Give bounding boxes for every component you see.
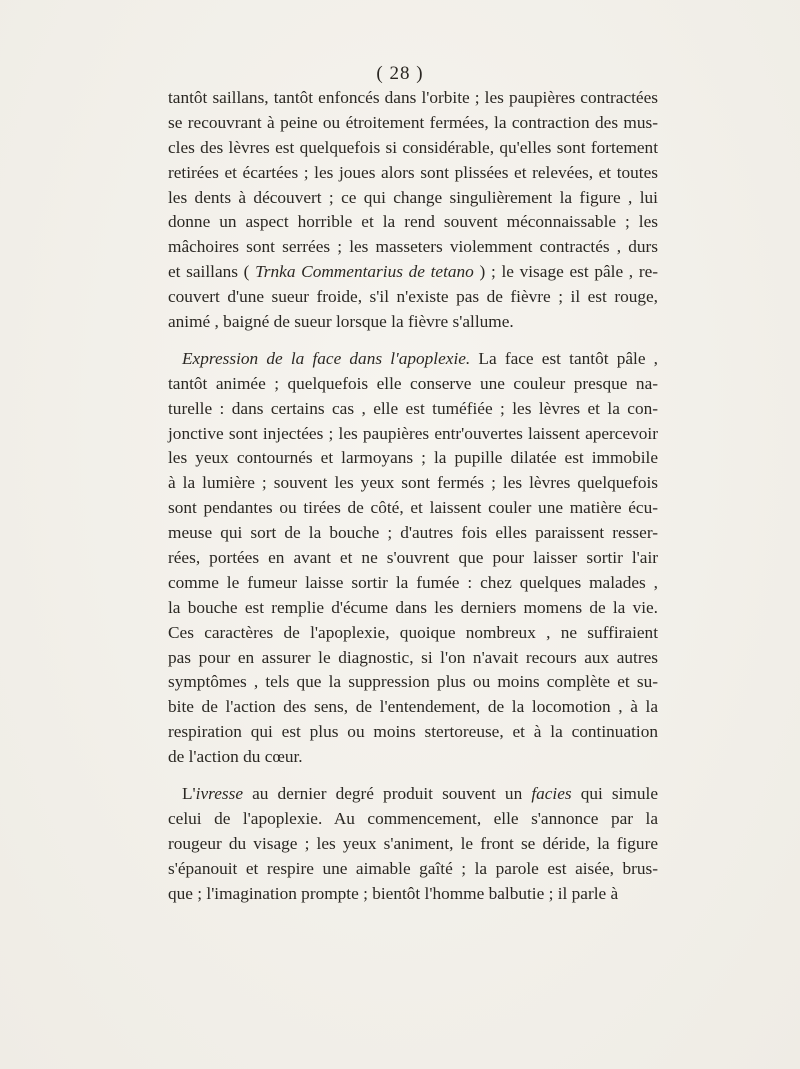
paragraph-gap [168,770,658,782]
text-line: cles des lèvres est quelquefois si considérable, qu'elles sont fortement [168,137,658,157]
text-line [168,782,658,807]
text-line: bite de l'action des sens, de l'entendement, de la locomotion , à la [168,697,658,717]
text-line: jonctive sont injectées ; les paupières entr'ouvertes laissent apercevoir [168,423,658,443]
text-line: symptômes , tels que la suppression plus ou moins complète et su- [168,672,658,692]
text-line: de l'action du cœur. [168,747,303,767]
text-line: tantôt animée ; quelquefois elle conserve une couleur presque na- [168,373,658,393]
text-line: s'épanouit et respire une aimable gaîté ; la parole est aisée, brus- [168,858,658,878]
text-line: donne un aspect horrible et la rend souvent méconnaissable ; les [168,212,658,232]
text-line: tantôt saillans, tantôt enfoncés dans l'orbite ; les paupières contractées [168,88,658,107]
text-line: mâchoires sont serrées ; les masseters violemment contractés , durs [168,237,658,257]
text-segment: L' [182,784,196,804]
text-line: respiration qui est plus ou moins stertoreuse, et à la continuation [168,722,658,742]
italic-segment: Expression de la face dans l'apoplexie. [182,348,471,368]
text-line: animé , baigné de sueur lorsque la fièvre s'allume. [168,312,514,332]
text-line: sont pendantes ou tirées de côté, et laissent couler une matière écu- [168,498,658,518]
text-line: les dents à découvert ; ce qui change singulièrement la figure , lui [168,187,658,207]
text-line: retirées et écartées ; les joues alors sont plissées et relevées, et toutes [168,162,658,182]
text-segment: qui simule [571,784,658,804]
text-segment: La face est tantôt pâle , [470,348,658,368]
text-line: couvert d'une sueur froide, s'il n'existe pas de fièvre ; il est rouge, [168,287,658,307]
text-line: turelle : dans certains cas , elle est tuméfiée ; les lèvres et la con- [168,398,658,418]
text-line: meuse qui sort de la bouche ; d'autres fois elles paraissent resser- [168,523,658,543]
text-line: se recouvrant à peine ou étroitement fermées, la contraction des mus- [168,112,658,132]
italic-segment: ivresse [195,784,244,804]
text-segment: au dernier degré produit souvent un [243,784,532,804]
text-line: comme le fumeur laisse sortir la fumée : chez quelques malades , [168,572,658,592]
page-number: ( 28 ) [376,63,424,84]
text-segment: ) ; le visage est pâle , re- [473,262,659,282]
text-line: que ; l'imagination prompte ; bientôt l'homme balbutie ; il parle à [168,883,619,903]
text-line: Ces caractères de l'apoplexie, quoique nombreux , ne suffiraient [168,622,658,642]
text-line [168,260,658,285]
text-line: celui de l'apoplexie. Au commencement, elle s'annonce par la [168,808,658,828]
text-line: la bouche est remplie d'écume dans les derniers momens de la vie. [168,597,658,617]
italic-segment: Trnka Commentarius de tetano [255,262,474,282]
text-line: rées, portées en avant et ne s'ouvrent que pour laisser sortir l'air [168,548,658,568]
text-line: à la lumière ; souvent les yeux sont fermés ; les lèvres quelquefois [168,473,658,493]
text-line: les yeux contournés et larmoyans ; la pupille dilatée est immobile [168,448,658,468]
text-line [168,347,658,372]
body-text [168,86,658,907]
text-line: pas pour en assurer le diagnostic, si l'on n'avait recours aux autres [168,647,658,667]
text-segment: et saillans ( [168,262,256,282]
italic-segment: facies [531,784,572,804]
paragraph-gap [168,335,658,347]
text-line: rougeur du visage ; les yeux s'animent, le front se déride, la figure [168,833,658,853]
